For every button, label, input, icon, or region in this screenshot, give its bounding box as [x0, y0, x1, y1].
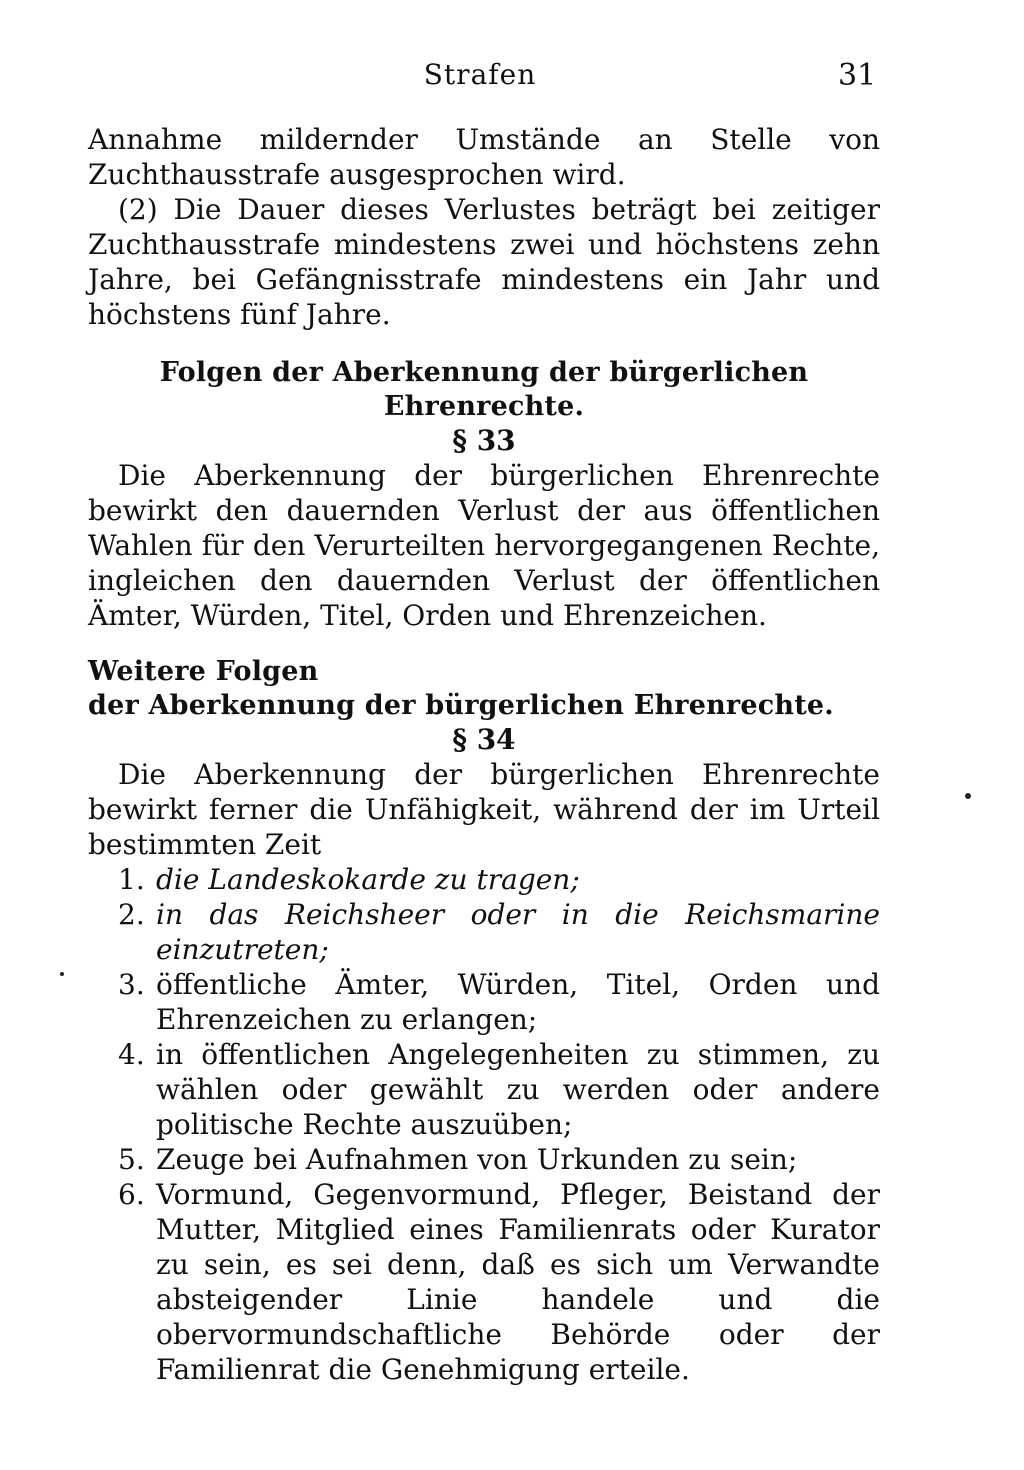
continuation-paragraph: Annahme mildernder Umstände an Stelle von Zuchthausstrafe ausgesprochen wird.: [88, 123, 880, 191]
section-33-number: § 33: [452, 424, 516, 457]
section-33-text: Die Aberkennung der bürgerlichen Ehrenrechte bewirkt den dauernden Verlust der aus öffentlichen Wahlen für den Verurteilten hervorgegangenen Rechte, ingleichen den dauernden Verlust der öffentlichen Ämter, Würden, Titel, Orden und Ehrenzeichen.: [88, 459, 880, 632]
list-item-number: 1.: [118, 863, 145, 896]
list-item: [88, 897, 880, 967]
list-item: [88, 1177, 880, 1387]
scan-speck: [60, 972, 64, 976]
list-item: [88, 862, 880, 897]
list-item-text: Zeuge bei Aufnahmen von Urkunden zu sein;: [156, 1143, 798, 1176]
list-item: [88, 1037, 880, 1142]
list-item-number: 6.: [118, 1178, 145, 1211]
list-item-number: 4.: [118, 1038, 145, 1071]
paragraph-2: (2) Die Dauer dieses Verlustes beträgt bei zeitiger Zuchthausstrafe mindestens zwei und höchstens zehn Jahre, bei Gefängnisstrafe mindestens ein Jahr und höchstens fünf Jahre.: [88, 193, 880, 331]
list-item: [88, 1142, 880, 1177]
page-body: [88, 122, 880, 1387]
section-34-heading-line1: Weitere Folgen: [88, 656, 319, 687]
list-item-text: die Landeskokarde zu tragen;: [156, 863, 580, 896]
list-item-text: in öffentlichen Angelegenheiten zu stimmen, zu wählen oder gewählt zu werden oder andere politische Rechte auszuüben;: [156, 1038, 880, 1141]
running-header: [0, 58, 1024, 98]
list-item-text: in das Reichsheer oder in die Reichsmarine einzutreten;: [156, 898, 880, 966]
section-33-heading: Folgen der Aberkennung der bürgerlichen Ehrenrechte.: [159, 357, 809, 422]
section-34-number: § 34: [452, 723, 516, 756]
list-item: [88, 967, 880, 1037]
section-34-list: [88, 862, 880, 1387]
section-34-intro: Die Aberkennung der bürgerlichen Ehrenrechte bewirkt ferner die Unfähigkeit, während der im Urteil bestimmten Zeit: [88, 758, 880, 861]
list-item-number: 2.: [118, 898, 145, 931]
scan-speck: [965, 793, 971, 799]
section-34-heading-line2: der Aberkennung der bürgerlichen Ehrenrechte.: [88, 690, 834, 721]
list-item-number: 3.: [118, 968, 145, 1001]
list-item-number: 5.: [118, 1143, 145, 1176]
page-number: 31: [838, 58, 877, 93]
header-title: Strafen: [423, 58, 537, 91]
list-item-text: öffentliche Ämter, Würden, Titel, Orden und Ehrenzeichen zu erlangen;: [156, 968, 880, 1036]
list-item-text: Vormund, Gegenvormund, Pfleger, Beistand der Mutter, Mitglied eines Familienrats oder Kurator zu sein, es sei denn, daß es sich um Verwandte absteigender Linie handele und die obervormundschaftliche Behörde oder der Familienrat die Genehmigung erteile.: [156, 1178, 880, 1386]
